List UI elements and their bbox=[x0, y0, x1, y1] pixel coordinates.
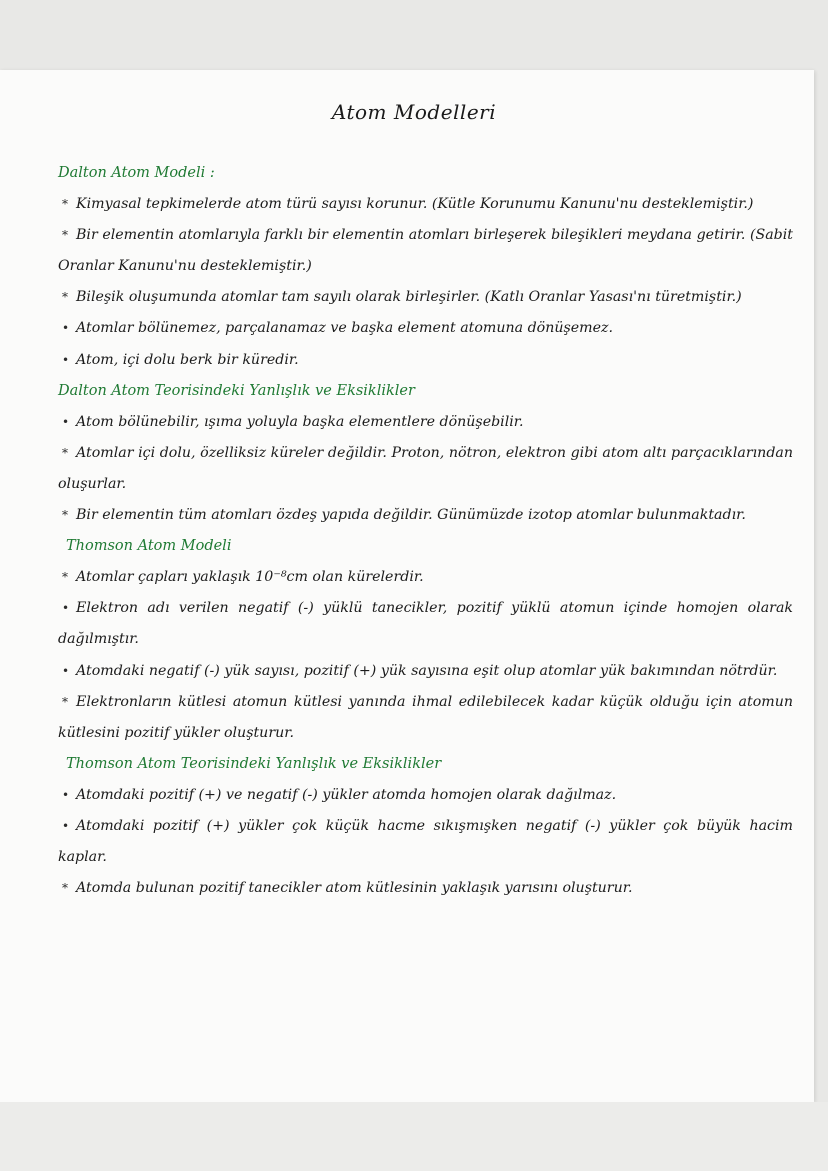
bullet-icon: * bbox=[62, 508, 68, 523]
list-item bbox=[58, 313, 793, 344]
item-text: Bileşik oluşumunda atomlar tam sayılı olarak birleşirler. (Katlı Oranlar Yasası'nı türetmiştir.) bbox=[76, 289, 742, 306]
bullet-icon: • bbox=[62, 321, 70, 336]
bullet-icon: * bbox=[62, 197, 68, 212]
list-item bbox=[58, 873, 793, 904]
item-text: Atomlar çapları yaklaşık 10⁻⁸cm olan kürelerdir. bbox=[76, 569, 424, 586]
notes-body bbox=[58, 158, 793, 904]
bullet-icon: • bbox=[62, 787, 70, 802]
list-item bbox=[58, 656, 793, 687]
bullet-icon: • bbox=[62, 601, 70, 616]
page-title: Atom Modelleri bbox=[331, 100, 497, 124]
list-item bbox=[58, 811, 793, 873]
item-text: Atomdaki negatif (-) yük sayısı, pozitif (+) yük sayısına eşit olup atomlar yük bakımından nötrdür. bbox=[76, 662, 778, 679]
list-item bbox=[58, 189, 793, 220]
item-text: Bir elementin atomlarıyla farklı bir elementin atomları birleşerek bileşikleri meydana getirir. (Sabit Oranlar Kanunu'nu desteklemiştir.) bbox=[58, 227, 793, 275]
item-text: Atomdaki pozitif (+) yükler çok küçük hacme sıkışmışken negatif (-) yükler çok büyük hacim kaplar. bbox=[58, 817, 793, 866]
bullet-icon: • bbox=[62, 663, 70, 678]
item-text: Atom, içi dolu berk bir küredir. bbox=[76, 351, 299, 368]
item-text: Atomlar bölünemez, parçalanamaz ve başka element atomuna dönüşemez. bbox=[76, 320, 614, 337]
bullet-icon: • bbox=[62, 818, 70, 833]
list-item bbox=[58, 562, 793, 593]
section-heading-thomson-errors: Thomson Atom Teorisindeki Yanlışlık ve Eksiklikler bbox=[66, 755, 442, 772]
bullet-icon: * bbox=[62, 228, 68, 243]
bullet-icon: • bbox=[62, 352, 70, 367]
list-item bbox=[58, 220, 793, 282]
list-item bbox=[58, 438, 793, 500]
item-text: Atom bölünebilir, ışıma yoluyla başka elementlere dönüşebilir. bbox=[76, 413, 524, 430]
list-item bbox=[58, 407, 793, 438]
list-item bbox=[58, 687, 793, 749]
item-text: Atomlar içi dolu, özelliksiz küreler değildir. Proton, nötron, elektron gibi atom altı parçacıklarından oluşurlar. bbox=[58, 444, 793, 492]
bullet-icon: * bbox=[62, 570, 68, 585]
section-heading-dalton-errors: Dalton Atom Teorisindeki Yanlışlık ve Eksiklikler bbox=[58, 382, 415, 399]
page-bottom-margin bbox=[0, 1102, 828, 1171]
item-text: Elektron adı verilen negatif (-) yüklü tanecikler, pozitif yüklü atomun içinde homojen olarak dağılmıştır. bbox=[58, 600, 793, 648]
bullet-icon: * bbox=[62, 445, 68, 460]
item-text: Bir elementin tüm atomları özdeş yapıda değildir. Günümüzde izotop atomlar bulunmaktadır. bbox=[76, 507, 746, 524]
item-text: Atomda bulunan pozitif tanecikler atom kütlesinin yaklaşık yarısını oluşturur. bbox=[76, 880, 633, 897]
list-item bbox=[58, 282, 793, 313]
section-heading-thomson-model: Thomson Atom Modeli bbox=[66, 538, 232, 555]
bullet-icon: * bbox=[62, 290, 68, 305]
item-text: Kimyasal tepkimelerde atom türü sayısı korunur. (Kütle Korunumu Kanunu'nu desteklemiştir.) bbox=[76, 196, 754, 213]
bullet-icon: • bbox=[62, 414, 70, 429]
list-item bbox=[58, 780, 793, 811]
list-item bbox=[58, 345, 793, 376]
item-text: Elektronların kütlesi atomun kütlesi yanında ihmal edilebilecek kadar küçük olduğu için atomun kütlesini pozitif yükler oluşturur. bbox=[58, 693, 793, 741]
bullet-icon: * bbox=[62, 694, 68, 709]
section-heading-dalton-model: Dalton Atom Modeli : bbox=[58, 165, 215, 181]
bullet-icon: * bbox=[62, 881, 68, 896]
list-item bbox=[58, 593, 793, 655]
item-text: Atomdaki pozitif (+) ve negatif (-) yükler atomda homojen olarak dağılmaz. bbox=[76, 786, 617, 803]
list-item bbox=[58, 500, 793, 531]
